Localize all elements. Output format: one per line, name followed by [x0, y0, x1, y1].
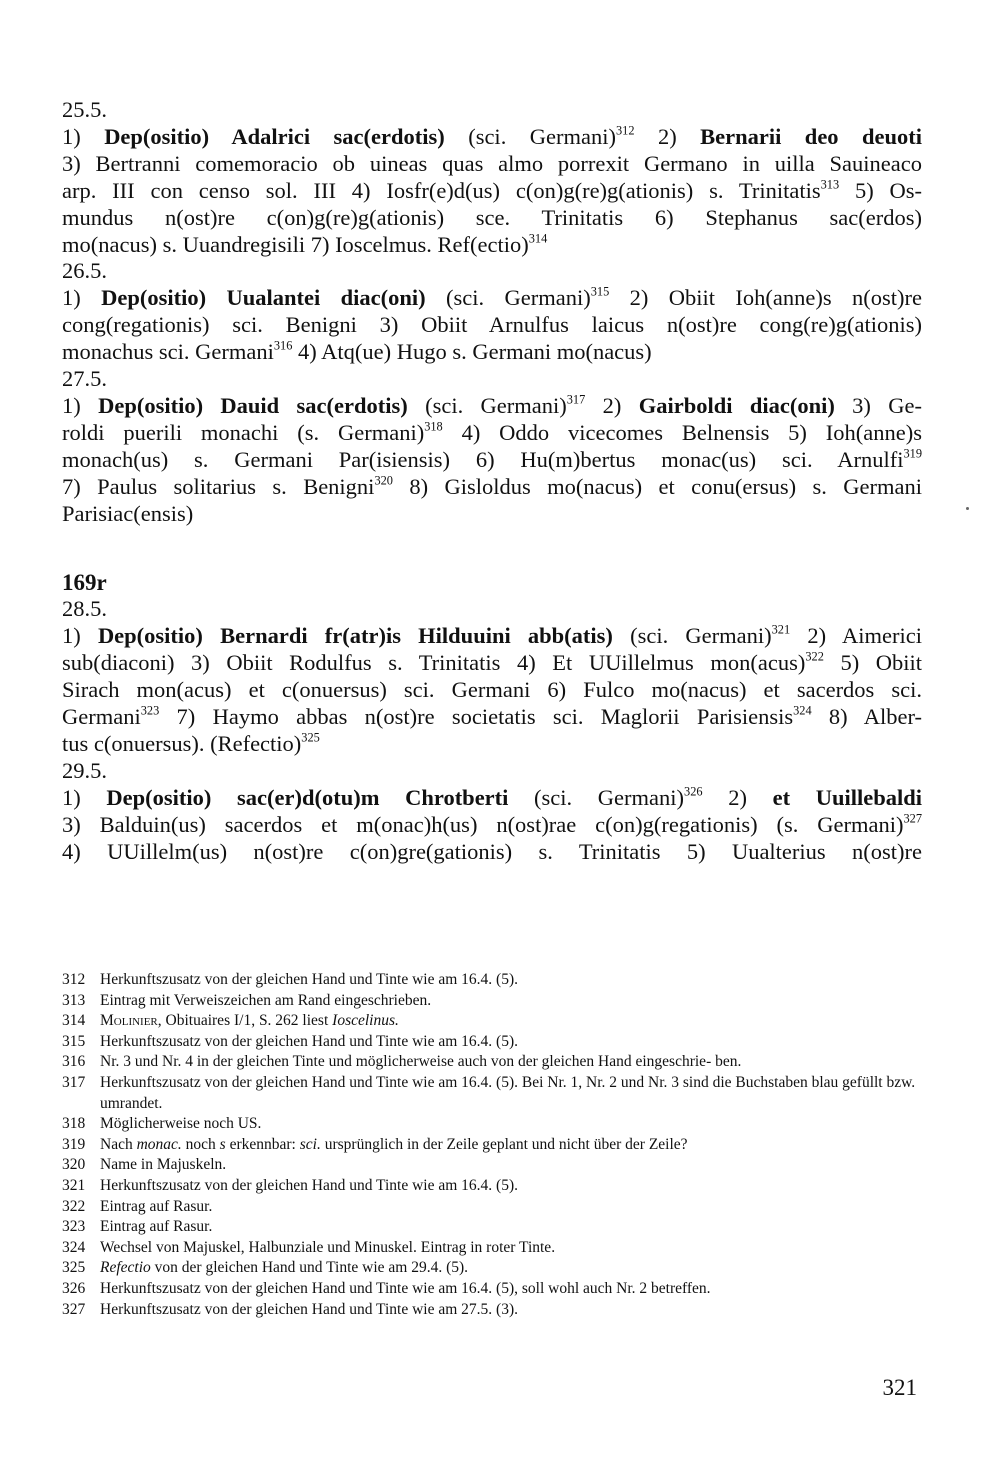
footnote-ref: 313 [820, 177, 840, 192]
footnote-number: 313 [62, 991, 86, 1009]
footnote-number: 312 [62, 971, 86, 988]
text-run: 1) [62, 784, 107, 810]
footnote-number: 325 [62, 1259, 86, 1277]
footnote-text [100, 1300, 922, 1321]
text-run: 4) Oddo vicecomes Belnensis 5) Ioh(anne)s [442, 419, 922, 445]
text-line [62, 812, 922, 839]
footnote-number: 314 [62, 1012, 86, 1030]
footnote-number: 317 [62, 1073, 86, 1091]
footnote-ref: 316 [273, 338, 293, 353]
text-run: 4) UUillelm(us) n(ost)re c(on)gre(gationis) s. Trinitatis 5) Uualterius n(ost)re [62, 838, 922, 864]
footnote-text [100, 1032, 922, 1053]
entry-highlight: Dep(ositio) Bernardi fr(atr)is Hilduuini abb(atis) [97, 623, 613, 649]
text-run: Eintrag auf Rasur. [100, 1218, 213, 1236]
text-run: 2) [585, 392, 639, 418]
footnote [62, 1300, 922, 1321]
text-run: noch [181, 1135, 220, 1153]
text-run: roldi puerili monachi (s. Germani) [62, 419, 425, 445]
text-run: ursprünglich in der Zeile geplant und nicht über der Zeile? [320, 1135, 688, 1153]
footnote-number: 320 [62, 1156, 86, 1174]
footnote-ref: 317 [566, 392, 586, 407]
text-run: monach(us) s. Germani Par(isiensis) 6) Hu(m)bertus monac(us) sci. Arnulfi [62, 446, 904, 472]
footnote-text [100, 991, 922, 1012]
footnote-number: 318 [62, 1115, 86, 1133]
footnote-text [100, 1258, 922, 1279]
footnote [62, 1279, 922, 1300]
text-run: 5) Obiit [823, 650, 922, 676]
text-run: 7) Haymo abbas n(ost)re societatis sci. Maglorii Parisiensis [159, 704, 794, 730]
text-run: 8) Gisloldus mo(nacus) et conu(ersus) s. Germani [392, 473, 922, 499]
text-run: Parisiac(ensis) [62, 500, 194, 526]
text-line [62, 704, 922, 731]
footnote-number: 323 [62, 1218, 86, 1236]
text-line [62, 501, 922, 528]
text-run: (sci. Germani) [444, 123, 616, 149]
entry-highlight: Dep(ositio) Dauid sac(erdotis) [98, 392, 408, 418]
entry-date: 26.5. [62, 258, 107, 284]
text-run: mundus n(ost)re c(on)g(re)g(ationis) sce. Trinitatis 6) Stephanus sac(erdos) [62, 204, 922, 230]
text-run: Herkunftszusatz von der gleichen Hand und Tinte wie am 16.4. (5). Bei Nr. 1, Nr. 2 und Nr. 3 sind die Buchstaben blau gefüllt bzw. umrandet. [100, 1073, 916, 1112]
entry-date: 28.5. [62, 596, 107, 622]
text-run: 5) Os- [839, 177, 922, 203]
text-line [62, 785, 922, 812]
text-line [62, 205, 922, 232]
page-number: 321 [882, 1375, 917, 1400]
text-run: Herkunftszusatz von der gleichen Hand und Tinte wie am 16.4. (5). [100, 1032, 518, 1050]
footnote [62, 1238, 922, 1259]
footnote [62, 1258, 922, 1279]
text-run: (sci. Germani) [612, 623, 772, 649]
text-run: erkennbar: [225, 1135, 300, 1153]
footnote-text [100, 1238, 922, 1259]
entry-highlight: Dep(ositio) sac(er)d(otu)m Chrotberti [106, 784, 509, 810]
text-run: Molinier [100, 1012, 158, 1030]
text-run: tus c(onuersus). (Refectio) [62, 730, 302, 756]
footnote-number: 327 [62, 1300, 86, 1318]
text-line [62, 420, 922, 447]
text-line [62, 677, 922, 704]
footnote-ref: 325 [301, 730, 320, 745]
footnote-ref: 314 [528, 231, 548, 246]
footnote-text [100, 1197, 922, 1218]
footnote-ref: 324 [793, 703, 812, 718]
text-run: (sci. Germani) [508, 784, 685, 810]
footnote-text [100, 1176, 922, 1197]
footnote-number: 319 [62, 1135, 86, 1153]
text-run: (sci. Germani) [407, 392, 567, 418]
entry-date: 27.5. [62, 366, 107, 392]
footnote-ref: 319 [903, 446, 922, 461]
footnote-number: 321 [62, 1176, 86, 1194]
footnote-text [100, 970, 922, 991]
footnote-text [100, 1052, 922, 1073]
entry-date: 29.5. [62, 757, 107, 783]
footnote-ref: 323 [140, 703, 160, 718]
entry-highlight: Bernarii deo deuoti [700, 123, 923, 149]
text-line [62, 650, 922, 677]
footnote [62, 970, 922, 991]
text-run: 2) Obiit Ioh(anne)s n(ost)re [609, 285, 922, 311]
footnote [62, 1197, 922, 1218]
footnote-ref: 320 [374, 473, 393, 488]
footnote-number: 324 [62, 1238, 86, 1256]
text-run: 3) Bertranni comemoracio ob uineas quas almo porrexit Germano in uilla Sauineaco [62, 150, 922, 176]
entry-highlight: Dep(ositio) Adalrici sac(erdotis) [104, 123, 445, 149]
text-run: 4) Atq(ue) Hugo s. Germani mo(nacus) [292, 339, 652, 365]
text-run: Nr. 3 und Nr. 4 in der gleichen Tinte und möglicherweise auch von der gleichen Hand eingeschrie- ben. [100, 1053, 742, 1071]
text-run: sci. [299, 1135, 321, 1153]
footnote-number: 326 [62, 1279, 86, 1297]
footnote [62, 991, 922, 1012]
text-run: arp. III con censo sol. III 4) Iosfr(e)d(us) c(on)g(re)g(ationis) s. Trinitatis [62, 177, 821, 203]
text-run: 3) Ge- [834, 392, 922, 418]
text-run: , Obituaires I/1, S. 262 liest [157, 1012, 333, 1030]
footnote-number: 322 [62, 1197, 86, 1215]
footnote-ref: 326 [684, 784, 703, 799]
text-run: monachus sci. Germani [62, 339, 274, 365]
entry-date: 25.5. [62, 97, 107, 122]
text-line [62, 474, 922, 501]
text-line [62, 623, 922, 650]
footnote [62, 1217, 922, 1238]
text-run: 2) Aimerici [790, 623, 922, 649]
text-run: Nach [100, 1135, 137, 1153]
text-line [62, 731, 922, 758]
text-run: Herkunftszusatz von der gleichen Hand und Tinte wie am 16.4. (5). [100, 1176, 518, 1194]
text-line [62, 124, 922, 151]
text-run: monac. [136, 1135, 182, 1153]
footnote-number: 316 [62, 1053, 86, 1071]
text-run: mo(nacus) s. Uuandregisili 7) Ioscelmus. Ref(ectio) [62, 231, 529, 257]
text-run: Herkunftszusatz von der gleichen Hand und Tinte wie am 16.4. (5), soll wohl auch Nr. 2 betreffen. [100, 1279, 711, 1297]
text-run: Germani [62, 704, 141, 730]
text-line [62, 447, 922, 474]
text-run: 1) [62, 392, 99, 418]
footnote-ref: 321 [771, 623, 791, 638]
entry-highlight: Gairboldi diac(oni) [638, 392, 835, 418]
text-run: 3) Balduin(us) sacerdos et m(onac)h(us) n(ost)rae c(on)g(regationis) (s. Germani) [62, 811, 904, 837]
text-run: s [219, 1135, 226, 1153]
footnote [62, 1011, 922, 1032]
footnote-ref: 312 [615, 123, 635, 138]
text-line [62, 839, 922, 866]
text-line [62, 232, 922, 259]
margin-mark [966, 507, 969, 510]
footnote [62, 1114, 922, 1135]
text-run: Eintrag mit Verweiszeichen am Rand eingeschrieben. [100, 991, 432, 1009]
folio-heading: 169r [62, 569, 107, 595]
text-line [62, 178, 922, 205]
text-run: Möglicherweise noch US. [100, 1115, 262, 1133]
footnote-ref: 315 [590, 285, 610, 300]
footnote [62, 1155, 922, 1176]
text-line [62, 285, 922, 312]
footnote [62, 1052, 922, 1073]
footnote-ref: 322 [805, 649, 824, 664]
text-run: 7) Paulus solitarius s. Benigni [62, 473, 375, 499]
footnote-text [100, 1073, 922, 1114]
footnote-text [100, 1155, 922, 1176]
text-run: cong(regationis) sci. Benigni 3) Obiit Arnulfus laicus n(ost)re cong(re)g(ationis) [62, 312, 922, 338]
text-run: Ioscelinus. [332, 1012, 399, 1030]
text-run: Herkunftszusatz von der gleichen Hand und Tinte wie am 27.5. (3). [100, 1300, 518, 1318]
footnote-ref: 327 [903, 811, 922, 826]
footnote [62, 1073, 922, 1114]
text-run: 1) [62, 623, 98, 649]
text-line [62, 151, 922, 178]
footnote [62, 1135, 922, 1156]
text-run: sub(diaconi) 3) Obiit Rodulfus s. Trinitatis 4) Et UUillelmus mon(acus) [62, 650, 806, 676]
text-run: 2) [702, 784, 773, 810]
footnote-text [100, 1279, 922, 1300]
footnote-ref: 318 [424, 419, 443, 434]
text-run: Refectio [100, 1259, 151, 1277]
footnote-text [100, 1114, 922, 1135]
text-run: 2) [634, 123, 701, 149]
footnote-text [100, 1011, 922, 1032]
entry-highlight: et Uuillebaldi [772, 784, 923, 810]
text-run: Eintrag auf Rasur. [100, 1197, 213, 1215]
text-run: 1) [62, 123, 105, 149]
text-run: 8) Alber- [811, 704, 922, 730]
text-run: von der gleichen Hand und Tinte wie am 29.4. (5). [150, 1259, 469, 1277]
text-run: Herkunftszusatz von der gleichen Hand und Tinte wie am 16.4. (5). [100, 971, 518, 988]
text-line [62, 393, 922, 420]
footnote [62, 1032, 922, 1053]
obituary-text [62, 97, 922, 865]
text-line [62, 312, 922, 339]
footnote-number: 315 [62, 1032, 86, 1050]
text-run: (sci. Germani) [425, 285, 591, 311]
footnotes [62, 970, 922, 1320]
footnote-text [100, 1217, 922, 1238]
text-run: Name in Majuskeln. [100, 1156, 227, 1174]
text-run: Sirach mon(acus) et c(onuersus) sci. Germani 6) Fulco mo(nacus) et sacerdos sci. [62, 677, 922, 703]
text-line [62, 339, 922, 366]
footnote [62, 1176, 922, 1197]
text-run: 1) [62, 285, 102, 311]
text-run: Wechsel von Majuskel, Halbunziale und Minuskel. Eintrag in roter Tinte. [100, 1238, 556, 1256]
footnote-text [100, 1135, 922, 1156]
entry-highlight: Dep(ositio) Uualantei diac(oni) [101, 285, 426, 311]
